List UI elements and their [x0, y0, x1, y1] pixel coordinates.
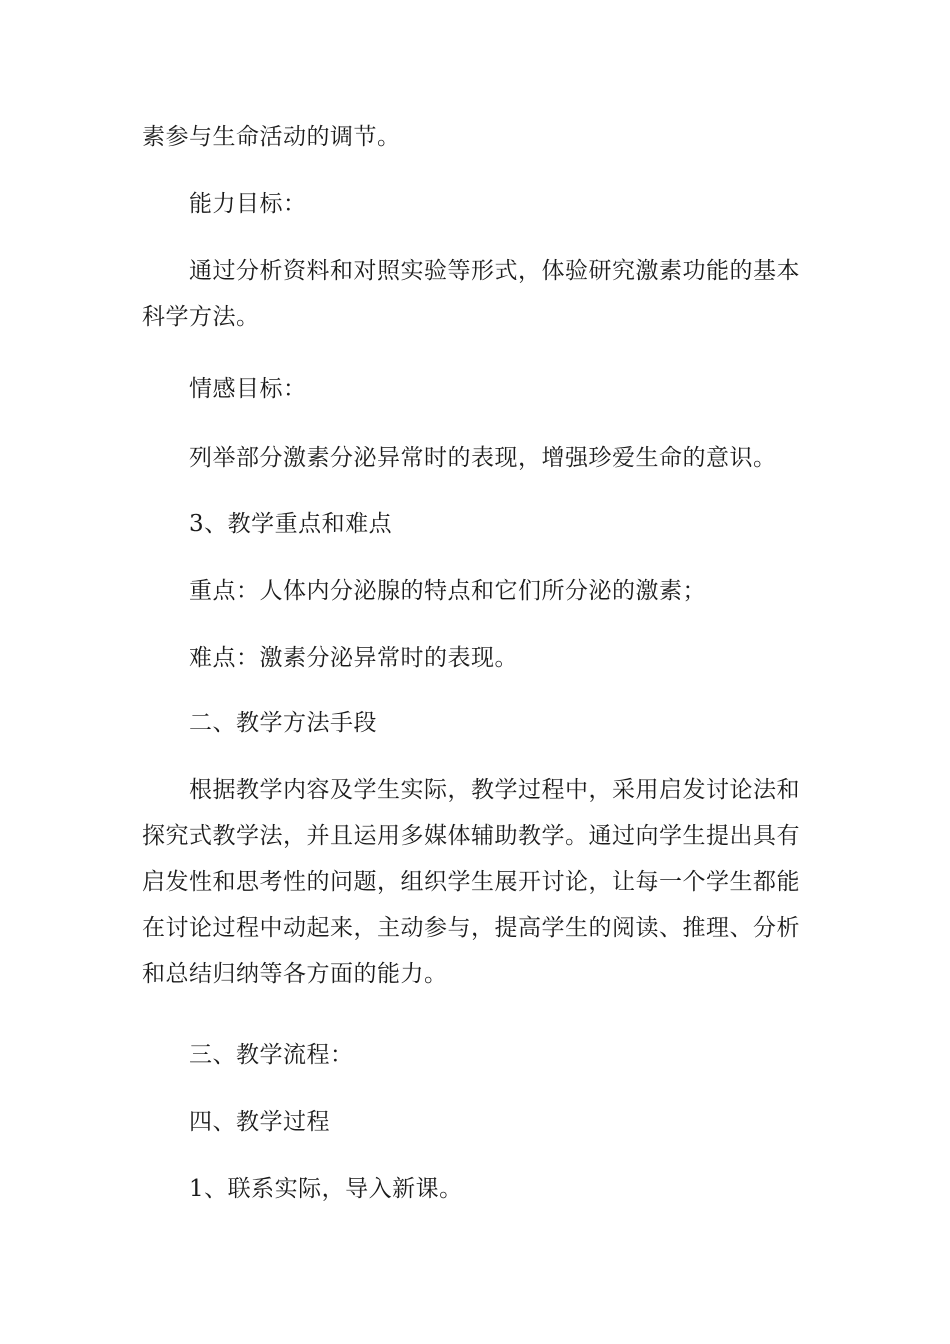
heading-teaching-methods: 二、教学方法手段: [189, 710, 377, 736]
paragraph-teaching-methods: 根据教学内容及学生实际，教学过程中，采用启发讨论法和探究式教学法，并且运用多媒体辅助教学。通过向学生提出具有启发性和思考性的问题，组织学生展开讨论，让每一个学生都能在讨论过程中动起来，主动参与，提高学生的阅读、推理、分析和总结归纳等各方面的能力。: [142, 777, 800, 987]
paragraph-ability-goal: 通过分析资料和对照实验等形式，体验研究激素功能的基本科学方法。: [142, 258, 800, 330]
paragraph-step-one: 1、联系实际，导入新课。: [189, 1176, 463, 1202]
heading-teaching-process: 四、教学过程: [189, 1109, 330, 1135]
heading-ability-goal: 能力目标：: [189, 191, 307, 217]
paragraph-emotion-goal: 列举部分激素分泌异常时的表现，增强珍爱生命的意识。: [189, 445, 777, 471]
heading-key-points: 3、教学重点和难点: [189, 511, 393, 537]
paragraph-difficulty: 难点：激素分泌异常时的表现。: [189, 645, 518, 671]
paragraph-key-point: 重点：人体内分泌腺的特点和它们所分泌的激素；: [189, 578, 706, 604]
heading-emotion-goal: 情感目标：: [189, 376, 307, 402]
paragraph-continuation: 素参与生命活动的调节。: [142, 124, 401, 150]
heading-teaching-flow: 三、教学流程：: [189, 1042, 354, 1068]
